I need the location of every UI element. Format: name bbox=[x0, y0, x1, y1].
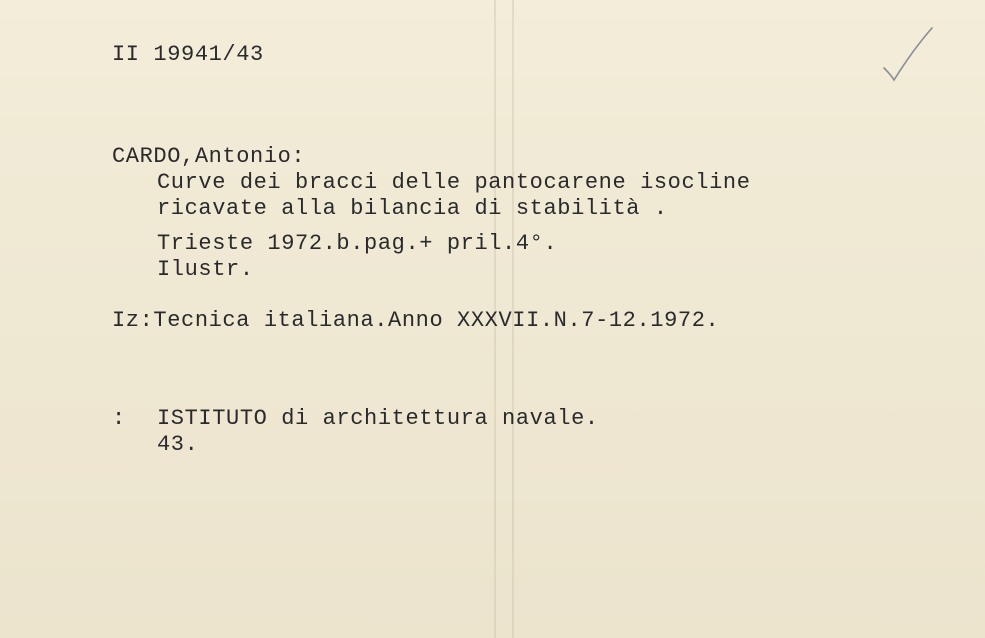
call-number: II 19941/43 bbox=[112, 42, 264, 67]
checkmark-icon bbox=[878, 24, 938, 86]
source-note: Iz:Tecnica italiana.Anno XXXVII.N.7-12.1972. bbox=[112, 308, 720, 333]
title-line-1: Curve dei bracci delle pantocarene isocline bbox=[157, 170, 751, 195]
imprint-line: Trieste 1972.b.pag.+ pril.4°. bbox=[157, 231, 558, 256]
subject-marker: : bbox=[112, 406, 126, 431]
title-line-2: ricavate alla bilancia di stabilità . bbox=[157, 196, 668, 221]
subject-number: 43. bbox=[157, 432, 199, 457]
illustrations-note: Ilustr. bbox=[157, 257, 254, 282]
subject-heading: ISTITUTO di architettura navale. bbox=[157, 406, 599, 431]
author-heading: CARDO,Antonio: bbox=[112, 144, 306, 169]
